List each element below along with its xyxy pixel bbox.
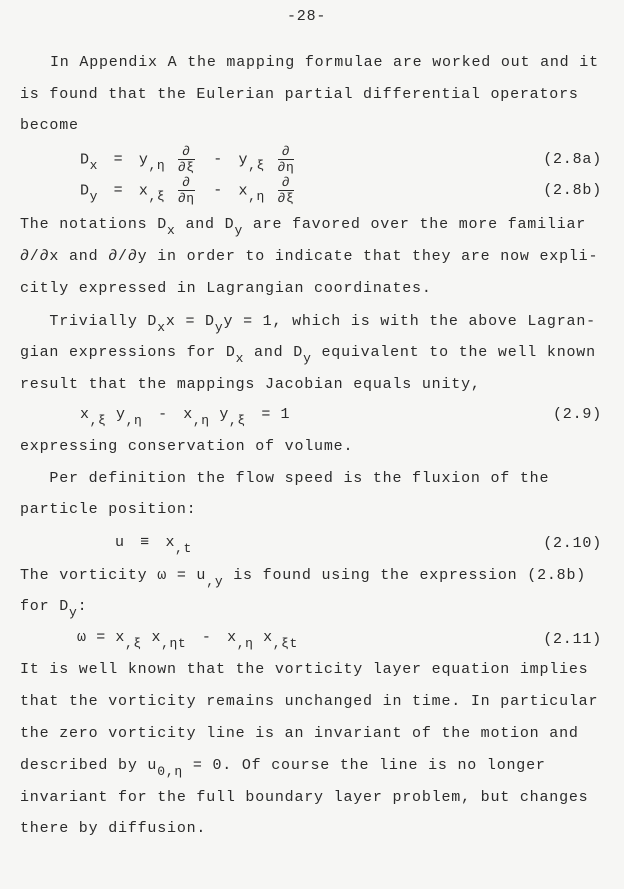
equation-2-8b: Dy = x,ξ $\frac{\partial}{\partial\eta}$ - x,η $\frac{\partial}{\partial\xi}$ (80, 175, 295, 206)
para4-line1: Per definition the flow speed is the fluxion of the (20, 470, 550, 487)
equation-2-10: u ≡ x,t (115, 534, 192, 556)
para6-line4: described by u0,η = 0. Of course the line is no longer (20, 757, 546, 779)
para3-line2: gian expressions for Dx and Dy equivalent to the well known (20, 344, 596, 366)
para5-line1: The vorticity ω = u,y is found using the expression (2.8b) (20, 567, 587, 589)
equation-2-9: x,ξ y,η - x,η y,ξ = 1 (80, 406, 291, 428)
para6-line5: invariant for the full boundary layer problem, but changes (20, 789, 589, 806)
equation-number-2-11: (2.11) (543, 631, 602, 648)
equation-number-2-8b: (2.8b) (543, 182, 602, 199)
equation-number-2-9: (2.9) (552, 406, 602, 423)
equation-2-8a: Dx = y,η $\frac{\partial}{\partial\xi}$ - y,ξ $\frac{\partial}{\partial\eta}$ (80, 144, 295, 175)
para1-line2: is found that the Eulerian partial differential operators (20, 86, 579, 103)
para3-line1: Trivially Dxx = Dyy = 1, which is with the above Lagran- (20, 313, 596, 335)
para4-line2: particle position: (20, 501, 197, 518)
para2-line2: ∂/∂x and ∂/∂y in order to indicate that they are now expli- (20, 248, 599, 265)
para5-line2: for Dy: (20, 598, 88, 620)
para2-line3: citly expressed in Lagrangian coordinates. (20, 280, 432, 297)
equation-number-2-8a: (2.8a) (543, 151, 602, 168)
line-after-2-9: expressing conservation of volume. (20, 438, 354, 455)
equation-2-11: ω = x,ξ x,ηt - x,η x,ξt (77, 629, 298, 651)
para1-line3: become (20, 117, 79, 134)
page-number: -28- (287, 8, 327, 25)
equation-number-2-10: (2.10) (543, 535, 602, 552)
para6-line6: there by diffusion. (20, 820, 207, 837)
para6-line1: It is well known that the vorticity layer equation implies (20, 661, 589, 678)
para2-line1: The notations Dx and Dy are favored over the more familiar (20, 216, 587, 238)
para1-line1: In Appendix A the mapping formulae are worked out and it (50, 54, 599, 71)
para3-line3: result that the mappings Jacobian equals unity, (20, 376, 481, 393)
para6-line2: that the vorticity remains unchanged in time. In particular (20, 693, 599, 710)
para6-line3: the zero vorticity line is an invariant of the motion and (20, 725, 579, 742)
